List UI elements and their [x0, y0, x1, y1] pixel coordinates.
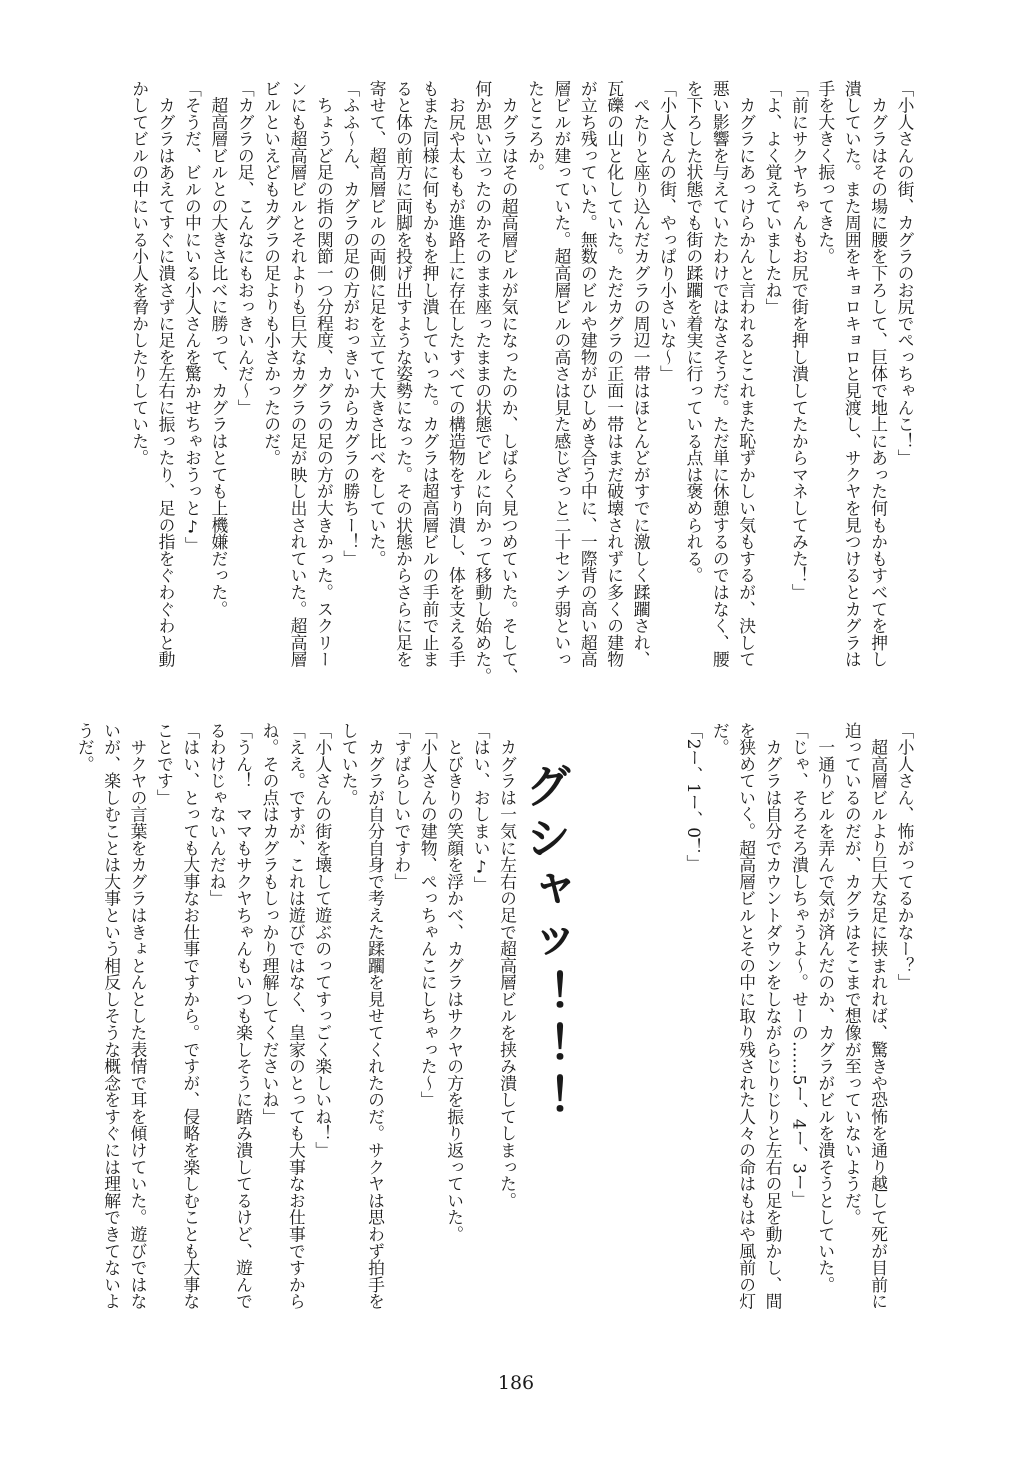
text-line: 「小人さんの街、カグラのお尻でぺっちゃんこ！」 [895, 80, 915, 467]
text-line: うだ。 [75, 722, 96, 773]
text-line: 「ええ。ですが、これは遊びではなく、皇家のとっても大事なお仕事ですから [286, 722, 307, 1310]
text-line: を狭めていく。超高層ビルとその中に取り残された人々の命はもはや風前の灯 [736, 722, 757, 1310]
text-line: 「はい、おしまい♪」 [471, 722, 492, 894]
text-line: していた。 [339, 722, 360, 806]
text-line: ンにも超高層ビルとそれよりも巨大なカグラの足が映し出されていた。超高層 [288, 80, 309, 668]
text-line: お尻や太ももが進路上に存在したすべての構造物をすり潰し、体を支える手 [446, 80, 467, 668]
text-line: カグラが自分自身で考えた蹂躙を見せてくれたのだ。サクヤは思わず拍手を [365, 722, 386, 1310]
text-line: もまた同様に何もかもを押し潰していった。カグラは超高層ビルの手前で止ま [419, 80, 440, 668]
upper-text-block [126, 80, 918, 695]
text-line: 寄せて、超高層ビルの両側に足を立てて大きさ比べをしていた。 [367, 80, 388, 567]
text-line: カグラにあっけらかんと言われるとこれまた恥ずかしい気もするが、決して [736, 80, 757, 668]
text-line: 「ふふ〜ん、カグラの足の方がおっきいからカグラの勝ちー！」 [340, 80, 361, 567]
text-line: 「小人さんの建物、ぺっちゃんこにしちゃった〜」 [418, 722, 439, 1109]
text-line: ビルといえどもカグラの足よりも小さかったのだ。 [261, 80, 282, 467]
text-line: 超高層ビルより巨大な足に挟まれれば、驚きや恐怖を通り越して死が目前に [868, 722, 889, 1310]
text-line: 何か思い立ったのかそのまま座ったままの状態でビルに向かって移動し始めた。 [472, 80, 493, 685]
text-line: 「カグラの足、こんなにもおっきいんだ〜」 [235, 80, 256, 416]
text-line: 「2ー、1ー、0！」 [683, 722, 704, 872]
text-line: 「はい、とっても大事なお仕事ですから。ですが、侵略を楽しむことも大事な [180, 722, 201, 1310]
page-number: 186 [497, 1372, 535, 1394]
text-line: 「前にサクヤちゃんもお尻で街を押し潰してたからマネしてみた！」 [789, 80, 810, 601]
text-line: ね。その点はカグラもしっかり理解してくださいね」 [259, 722, 280, 1125]
text-line: カグラはその超高層ビルが気になったのか、しばらく見つめていた。そして、 [499, 80, 520, 685]
text-line: 一通りビルを弄んで気が済んだのか、カグラがビルを潰そうとしていた。 [815, 722, 836, 1293]
text-line: だ。 [710, 722, 731, 756]
text-line: 「小人さんの街を壊して遊ぶのってすっごく楽しいね！」 [312, 722, 333, 1159]
text-line: が立ち残っていた。無数のビルや建物がひしめき合う中に、一際背の高い超高 [578, 80, 599, 668]
text-line: カグラはあえてすぐに潰さずに足を左右に振ったり、足の指をぐわぐわと動 [156, 80, 177, 668]
text-line: 「小人さん、怖がってるかなー？」 [895, 722, 915, 991]
text-line: 「小人さんの街、やっぱり小さいな〜」 [657, 80, 678, 383]
text-line: ると体の前方に両脚を投げ出すような姿勢になった。その状態からさらに足を [393, 80, 414, 668]
text-line: るわけじゃないんだね」 [207, 722, 228, 907]
text-line: カグラは自分でカウントダウンをしながらじりじりと左右の足を動かし、間 [763, 722, 784, 1310]
text-line: 「じゃ、そろそろ潰しちゃうよ〜。せーの……5ー、4ー、3ー」 [789, 722, 810, 1208]
text-line: いが、楽しむことは大事という相反しそうな概念をすぐには理解できてないよ [101, 722, 122, 1310]
text-line: ぺたりと座り込んだカグラの周辺一帯はほとんどがすでに激しく蹂躙され、 [631, 80, 652, 668]
text-line: ことです」 [154, 722, 175, 806]
text-line: 手を大きく振ってきた。 [815, 80, 836, 265]
text-line: 層ビルが建っていた。超高層ビルの高さは見た感じざっと二十センチ弱といっ [551, 80, 572, 668]
sound-effect-text: グシャッ！！！ [518, 762, 573, 1126]
text-line: カグラは一気に左右の足で超高層ビルを挟み潰してしまった。 [497, 722, 518, 1209]
text-line: 超高層ビルとの大きさ比べに勝って、カグラはとても上機嫌だった。 [208, 80, 229, 618]
text-line: カグラはその場に腰を下ろして、巨体で地上にあった何もかもすべてを押し [868, 80, 889, 668]
text-line: かしてビルの中にいる小人を脅かしたりしていた。 [129, 80, 150, 467]
text-line: 迫っているのだが、カグラはそこまで想像が至っていないようだ。 [842, 722, 863, 1226]
text-line: 「そうだ、ビルの中にいる小人さんを驚かせちゃおうっと♪」 [182, 80, 203, 554]
text-line: たところか。 [525, 80, 546, 181]
text-line: サクヤの言葉をカグラはきょとんとした表情で耳を傾けていた。遊びではな [128, 722, 149, 1310]
text-line: 悪い影響を与えていたわけではなさそうだ。ただ単に休憩するのではなく、腰 [710, 80, 731, 668]
text-line: 瓦礫の山と化していた。ただカグラの正面一帯はまだ破壊されずに多くの建物 [604, 80, 625, 668]
text-line: 「よ、よく覚えていましたね」 [763, 80, 784, 316]
lower-text-block [72, 722, 918, 1337]
text-line: を下ろした状態でも街の蹂躙を着実に行っている点は褒められる。 [683, 80, 704, 584]
text-line: 「うん！ ママもサクヤちゃんもいつも楽しそうに踏み潰してるけど、遊んで [233, 722, 254, 1310]
text-line: 潰していた。また周囲をキョロキョロと見渡し、サクヤを見つけるとカグラは [842, 80, 863, 668]
text-line: 「すばらしいですわ」 [391, 722, 412, 890]
text-line: ちょうど足の指の関節一つ分程度、カグラの足の方が大きかった。スクリー [314, 80, 335, 668]
text-line: とびきりの笑顔を浮かべ、カグラはサクヤの方を振り返っていた。 [444, 722, 465, 1243]
